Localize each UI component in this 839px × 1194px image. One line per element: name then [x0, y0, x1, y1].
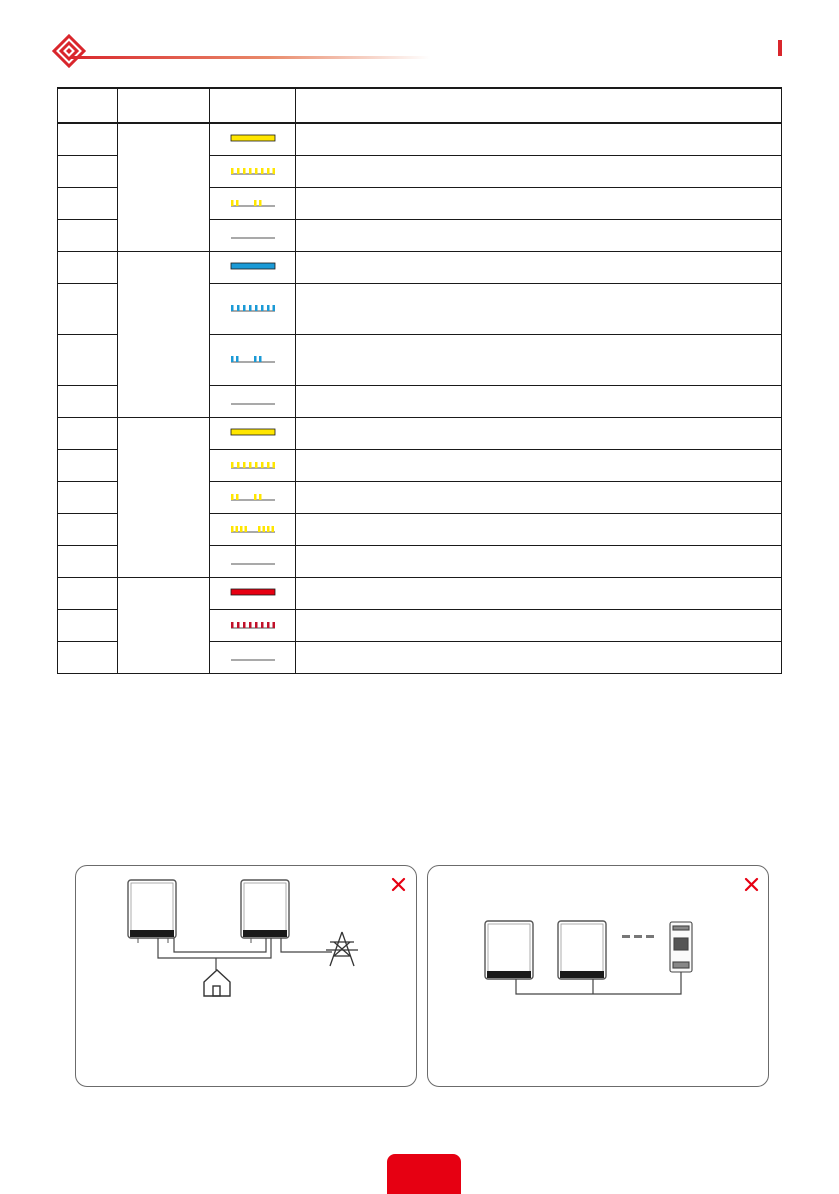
row-number-cell [58, 578, 118, 610]
row-number-cell [58, 335, 118, 386]
led-status-cell [210, 386, 296, 418]
description-cell [296, 220, 782, 252]
slow-flashing-blue-icon [230, 354, 276, 364]
page-number-tab [387, 1154, 461, 1194]
table-row [58, 252, 782, 284]
description-cell [296, 578, 782, 610]
row-number-cell [58, 482, 118, 514]
description-cell [296, 252, 782, 284]
row-number-cell [58, 188, 118, 220]
diagram-card-house-grid [75, 865, 417, 1087]
inverter-icon [241, 880, 289, 943]
indicator-name-cell [118, 123, 210, 252]
led-status-cell [210, 418, 296, 450]
led-status-cell [210, 482, 296, 514]
led-status-cell [210, 252, 296, 284]
flashing-yellow-icon [230, 166, 276, 176]
solid-red-icon [230, 588, 276, 598]
row-number-cell [58, 220, 118, 252]
description-cell [296, 335, 782, 386]
solid-blue-icon [230, 262, 276, 272]
description-cell [296, 546, 782, 578]
header-accent-line [70, 56, 430, 59]
description-cell [296, 156, 782, 188]
smart-meter-icon [670, 922, 692, 972]
header-cell-1 [58, 88, 118, 123]
indicator-name-cell [118, 252, 210, 418]
solid-yellow-icon [230, 428, 276, 438]
description-cell [296, 514, 782, 546]
slow-flashing-yellow-icon [230, 198, 276, 208]
table-row [58, 123, 782, 156]
description-cell [296, 123, 782, 156]
solid-yellow-icon [230, 134, 276, 144]
inverter-icon [128, 880, 176, 943]
led-off-icon [230, 556, 276, 566]
diagram-card-meter [427, 865, 769, 1087]
header-cell-4 [296, 88, 782, 123]
flashing-red-icon [230, 620, 276, 630]
header-edge-mark [778, 40, 782, 56]
inverter-icon [558, 921, 606, 979]
led-off-icon [230, 230, 276, 240]
row-number-cell [58, 284, 118, 335]
led-status-cell [210, 450, 296, 482]
description-cell [296, 188, 782, 220]
table-row [58, 418, 782, 450]
led-status-cell [210, 578, 296, 610]
description-cell [296, 386, 782, 418]
led-status-cell [210, 220, 296, 252]
inverter-icon [485, 921, 533, 979]
house-icon [204, 970, 230, 996]
cross-icon [393, 879, 404, 890]
indicator-name-cell [118, 418, 210, 578]
description-cell [296, 642, 782, 674]
row-number-cell [58, 418, 118, 450]
row-number-cell [58, 610, 118, 642]
description-cell [296, 418, 782, 450]
row-number-cell [58, 450, 118, 482]
brand-logo-icon [52, 34, 86, 68]
led-status-cell [210, 188, 296, 220]
double-flashing-yellow-icon [230, 524, 276, 534]
table-header-row [58, 88, 782, 123]
led-status-cell [210, 546, 296, 578]
table-row [58, 578, 782, 610]
led-status-cell [210, 610, 296, 642]
indicator-name-cell [118, 578, 210, 674]
row-number-cell [58, 252, 118, 284]
row-number-cell [58, 123, 118, 156]
description-cell [296, 610, 782, 642]
led-off-icon [230, 652, 276, 662]
row-number-cell [58, 546, 118, 578]
flashing-blue-icon [230, 303, 276, 313]
led-status-cell [210, 335, 296, 386]
description-cell [296, 284, 782, 335]
description-cell [296, 482, 782, 514]
ellipsis-dash-icon [622, 935, 654, 938]
row-number-cell [58, 386, 118, 418]
parallel-house-grid-diagram [76, 866, 416, 1086]
description-cell [296, 450, 782, 482]
row-number-cell [58, 642, 118, 674]
header-cell-2 [118, 88, 210, 123]
led-status-cell [210, 514, 296, 546]
led-status-cell [210, 156, 296, 188]
led-status-cell [210, 123, 296, 156]
led-status-cell [210, 642, 296, 674]
led-status-cell [210, 284, 296, 335]
flashing-yellow-icon [230, 460, 276, 470]
row-number-cell [58, 156, 118, 188]
indicator-table [57, 87, 782, 674]
led-off-icon [230, 396, 276, 406]
cross-icon [746, 879, 757, 890]
grid-tower-icon [326, 932, 358, 966]
row-number-cell [58, 514, 118, 546]
header-cell-3 [210, 88, 296, 123]
parallel-meter-diagram [428, 866, 768, 1086]
slow-flashing-yellow-icon [230, 492, 276, 502]
